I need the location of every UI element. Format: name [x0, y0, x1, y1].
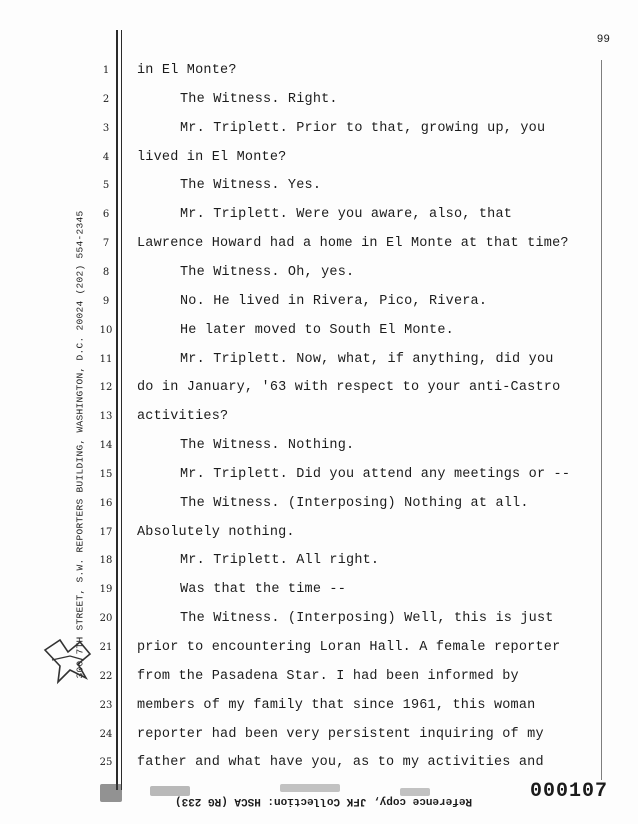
transcript-line: The Witness. (Interposing) Nothing at all. — [180, 495, 529, 511]
handwritten-mark — [40, 630, 100, 690]
transcript-line: The Witness. Oh, yes. — [180, 264, 355, 280]
line-number: 14 — [99, 440, 113, 452]
line-number: 21 — [99, 642, 113, 653]
transcript-line: Mr. Triplett. Were you aware, also, that — [180, 207, 513, 223]
transcript-line: from the Pasadena Star. I had been informed by — [137, 668, 519, 684]
transcript-line: The Witness. Yes. — [180, 178, 322, 194]
transcript-line: in El Monte? — [137, 63, 237, 78]
line-number: 3 — [102, 122, 110, 134]
line-number: 6 — [102, 209, 110, 221]
line-number: 2 — [102, 93, 110, 105]
right-margin-rule — [601, 60, 602, 780]
transcript-line: members of my family that since 1961, this woman — [137, 697, 536, 713]
line-number: 11 — [99, 353, 113, 365]
line-number: 9 — [102, 295, 110, 307]
reference-copy-label: Reference copy, JFK Collection: HSCA (RG 233) — [175, 795, 473, 807]
line-number: 15 — [99, 468, 113, 480]
transcript-line: Lawrence Howard had a home in El Monte at that time? — [137, 236, 569, 252]
transcript-line: Absolutely nothing. — [137, 524, 295, 540]
left-margin-rule-inner — [121, 30, 122, 790]
transcript-line: He later moved to South El Monte. — [180, 322, 454, 338]
transcript-line: father and what have you, as to my activities and — [137, 755, 544, 771]
line-number: 16 — [99, 497, 113, 509]
line-number: 12 — [99, 382, 113, 394]
transcript-line: The Witness. Right. — [180, 91, 338, 107]
line-number: 19 — [99, 584, 113, 596]
transcript-line: prior to encountering Loran Hall. A female reporter — [137, 640, 561, 655]
transcript-line: The Witness. (Interposing) Well, this is just — [180, 611, 554, 627]
transcript-line: Mr. Triplett. Now, what, if anything, did you — [180, 351, 554, 367]
line-number: 1 — [102, 65, 110, 76]
line-number: 25 — [99, 757, 113, 769]
transcript-line: activities? — [137, 409, 229, 425]
line-number: 20 — [99, 613, 113, 625]
transcript-line: Was that the time -- — [180, 582, 347, 598]
line-number: 8 — [102, 266, 110, 278]
line-number: 10 — [99, 324, 113, 336]
line-number: 7 — [102, 238, 110, 250]
document-stamp-number: 000107 — [529, 780, 608, 803]
line-number: 18 — [99, 555, 113, 567]
transcript-line: do in January, '63 with respect to your anti-Castro — [137, 380, 561, 396]
line-number: 5 — [102, 180, 110, 192]
transcript-line: No. He lived in Rivera, Pico, Rivera. — [180, 293, 488, 309]
transcript-line: Mr. Triplett. Prior to that, growing up, you — [180, 120, 546, 136]
transcript-line: reporter had been very persistent inquiring of my — [137, 726, 544, 742]
transcript-line: Mr. Triplett. Did you attend any meetings or -- — [180, 466, 571, 482]
line-number: 24 — [99, 728, 113, 740]
line-number: 22 — [99, 670, 113, 682]
line-number: 4 — [102, 151, 110, 163]
line-number: 23 — [99, 699, 113, 711]
transcript-line: Mr. Triplett. All right. — [180, 553, 380, 569]
line-number: 17 — [99, 526, 113, 538]
reporter-address: 300 7TH STREET, S.W. REPORTERS BUILDING, WASHINGTON, D.C. 20024 (202) 554-2345 — [74, 210, 86, 679]
transcript-line: The Witness. Nothing. — [180, 438, 355, 454]
page-number: 99 — [596, 34, 610, 46]
transcript-line: lived in El Monte? — [137, 149, 287, 165]
line-number: 13 — [99, 411, 113, 423]
